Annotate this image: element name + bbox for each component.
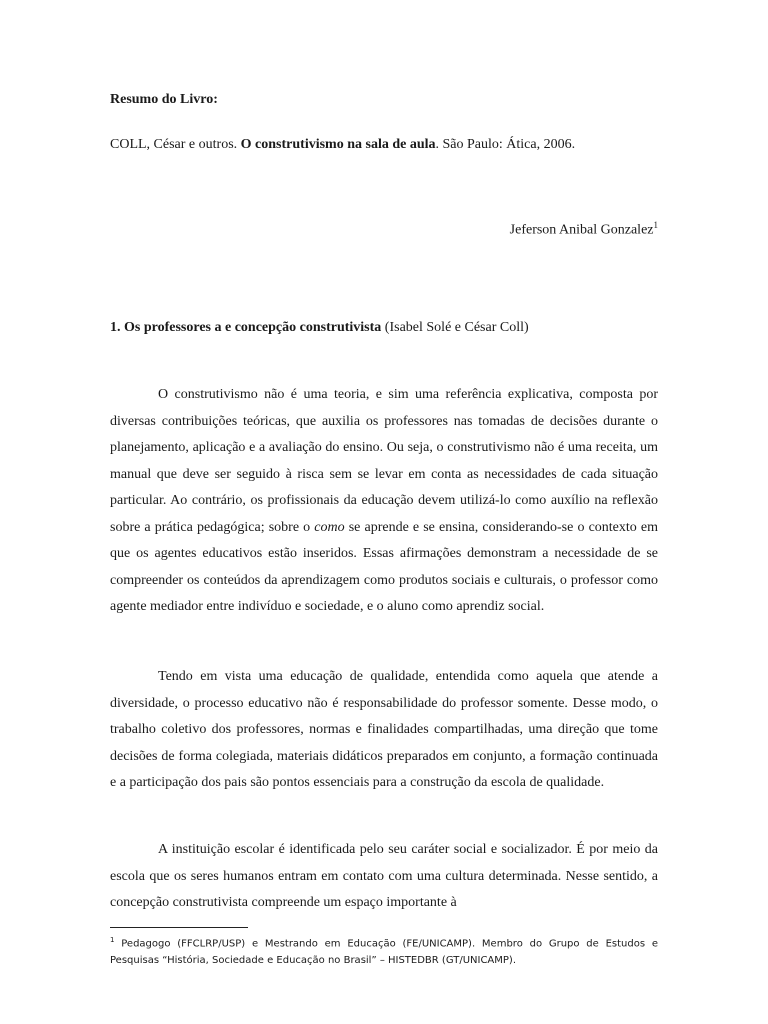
author-name: Jeferson Anibal Gonzalez: [509, 222, 654, 238]
author-line: [510, 220, 658, 239]
paragraph-1: [110, 382, 658, 621]
citation-prefix: COLL, César e outros.: [110, 137, 241, 152]
paragraph-3: A instituição escolar é identificada pelo seu caráter social e socializador. É por meio da escola que os seres humanos entram em contato com uma cultura determinada. Nesse sentido, a concepção construtivista compreende um espaço importante à: [110, 842, 658, 910]
footnote-separator: [110, 927, 248, 928]
author-footnote-mark: 1: [653, 220, 658, 230]
paragraph-1-emphasis: como: [314, 519, 345, 535]
footnote-mark: 1: [110, 936, 115, 944]
book-citation: [110, 134, 610, 156]
footnote-text: Pedagogo (FFCLRP/USP) e Mestrando em Educação (FE/UNICAMP). Membro do Grupo de Estudos e Pesquisas “História, Sociedade e Educação no Brasil” – HISTEDBR (GT/UNICAMP).: [110, 938, 658, 967]
paragraph-1-text-b: se aprende e se ensina, considerando-se o contexto em que os agentes educativos estão inseridos. Essas afirmações demonstram a necessidade de se compreender os conteúdos da aprendizagem como produtos sociais e culturais, o professor como agente mediador entre indivíduo e sociedade, e o aluno como aprendiz social.: [110, 519, 658, 614]
document-heading: Resumo do Livro:: [110, 92, 218, 107]
paragraph-2: Tendo em vista uma educação de qualidade, entendida como aquela que atende a diversidade, o processo educativo não é responsabilidade do professor somente. Desse modo, o trabalho coletivo dos professores, normas e finalidades compartilhadas, uma direção que tome decisões de forma colegiada, materiais didáticos preparados em conjunto, a formação continuada e a participação dos pais são pontos essenciais para a construção da escola de qualidade.: [110, 669, 658, 790]
section-title: [110, 320, 529, 336]
citation-suffix: . São Paulo: Ática, 2006.: [435, 137, 576, 152]
section-title-text: 1. Os professores a e concepção construtivista: [110, 320, 382, 335]
footnote: [110, 932, 658, 969]
section-authors: (Isabel Solé e César Coll): [381, 320, 529, 335]
citation-title: O construtivismo na sala de aula: [240, 137, 436, 152]
paragraph-1-text-a: O construtivismo não é uma teoria, e sim uma referência explicativa, composta por diversas contribuições teóricas, que auxilia os professores nas tomadas de decisões durante o planejamento, aplicação e a avaliação do ensino. Ou seja, o construtivismo não é uma receita, um manual que deve ser seguido à risca sem se levar em conta as necessidades de cada situação particular. Ao contrário, os profissionais da educação devem utilizá-lo como auxílio na reflexão sobre a prática pedagógica; sobre o: [110, 387, 658, 535]
